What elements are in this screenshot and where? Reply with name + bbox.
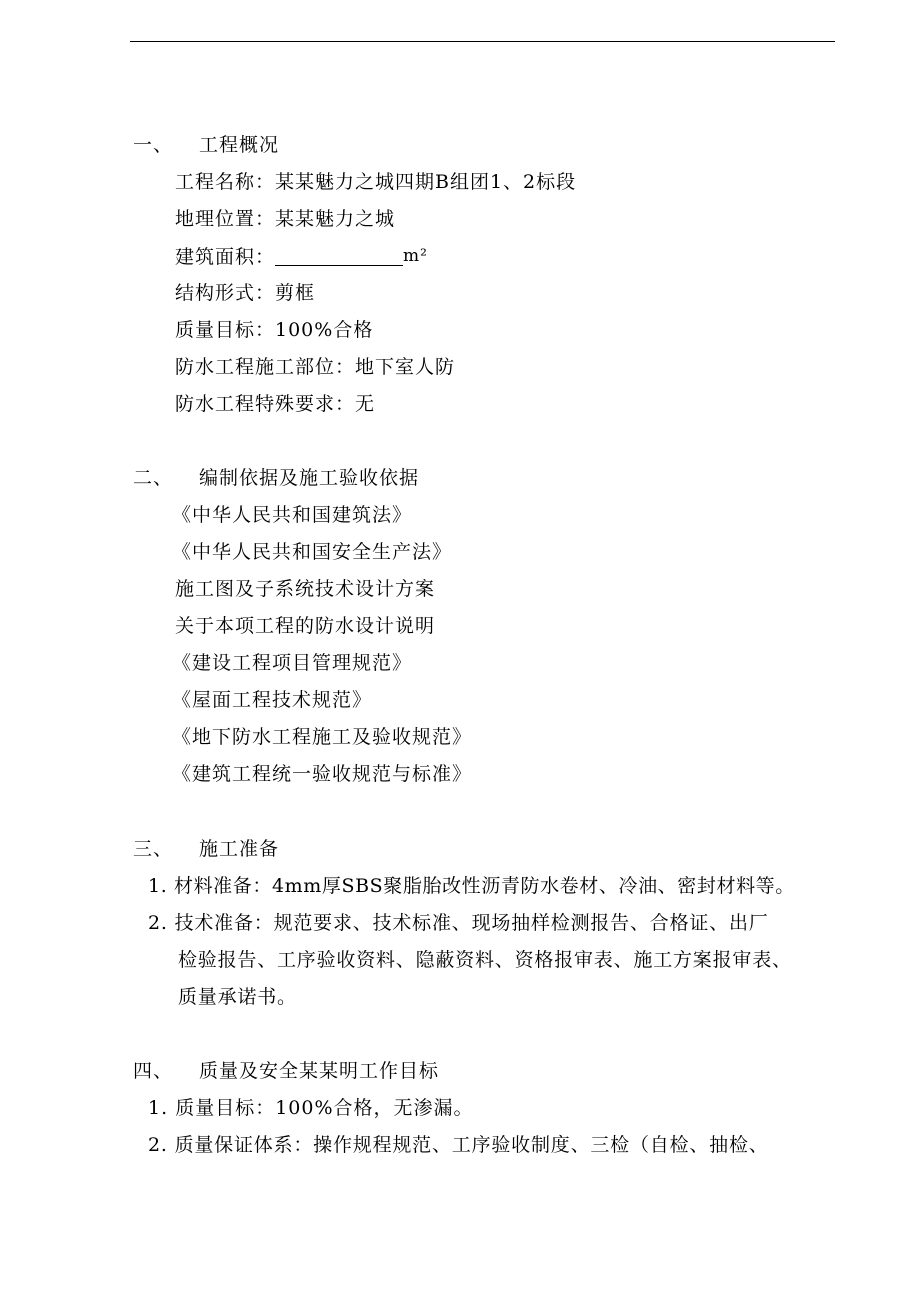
- list-text-continued: 检验报告、工序验收资料、隐蔽资料、资格报审表、施工方案报审表、: [178, 949, 792, 971]
- building-area: [175, 244, 428, 269]
- list-text: 质量保证体系：操作规程规范、工序验收制度、三检（自检、抽检、: [174, 1134, 769, 1156]
- header-rule: [130, 41, 835, 42]
- section-title: 工程概况: [199, 134, 280, 156]
- list-text: 材料准备：4mm厚SBS聚脂胎改性沥青防水卷材、冷油、密封材料等。: [173, 875, 795, 897]
- reference-item: 《中华人民共和国建筑法》: [172, 504, 413, 526]
- section-number: 一、: [133, 134, 174, 156]
- structure-type: 结构形式：剪框: [175, 282, 316, 304]
- reference-item: 关于本项工程的防水设计说明: [175, 615, 436, 637]
- list-item: [148, 874, 795, 898]
- section-number: 四、: [133, 1060, 174, 1082]
- reference-item: 《建设工程项目管理规范》: [172, 652, 413, 674]
- waterproof-location: 防水工程施工部位：地下室人防: [175, 356, 456, 378]
- list-item: [148, 911, 769, 935]
- section-3-heading: [133, 837, 279, 861]
- section-title: 施工准备: [199, 838, 280, 860]
- reference-item: 施工图及子系统技术设计方案: [175, 578, 436, 600]
- list-marker: 2.: [148, 912, 168, 934]
- section-number: 二、: [133, 467, 174, 489]
- list-marker: 1.: [148, 1097, 169, 1119]
- reference-item: 《地下防水工程施工及验收规范》: [172, 726, 473, 748]
- quality-target: 质量目标：100%合格: [175, 319, 374, 341]
- section-4-heading: [133, 1059, 439, 1083]
- list-marker: 1.: [148, 875, 168, 897]
- list-item: [148, 1133, 769, 1157]
- list-marker: 2.: [148, 1134, 168, 1156]
- section-2-heading: [133, 466, 419, 490]
- building-area-label: 建筑面积：: [175, 246, 276, 268]
- section-number: 三、: [133, 838, 174, 860]
- list-text: 技术准备：规范要求、技术标准、现场抽样检测报告、合格证、出厂: [174, 912, 769, 934]
- reference-item: 《屋面工程技术规范》: [172, 689, 373, 711]
- section-title: 编制依据及施工验收依据: [199, 467, 420, 489]
- section-title: 质量及安全某某明工作目标: [199, 1060, 440, 1082]
- list-text: 质量目标：100%合格，无渗漏。: [175, 1097, 474, 1119]
- waterproof-special: 防水工程特殊要求：无: [175, 393, 376, 415]
- section-1-heading: [133, 133, 279, 157]
- list-text-continued: 质量承诺书。: [178, 986, 297, 1008]
- project-name: 工程名称：某某魅力之城四期B组团1、2标段: [175, 171, 577, 193]
- building-area-blank: [275, 245, 403, 266]
- reference-item: 《中华人民共和国安全生产法》: [172, 541, 453, 563]
- project-location: 地理位置：某某魅力之城: [175, 208, 396, 230]
- list-item: [148, 1096, 474, 1120]
- area-unit: m²: [403, 246, 428, 266]
- reference-item: 《建筑工程统一验收规范与标准》: [172, 763, 473, 785]
